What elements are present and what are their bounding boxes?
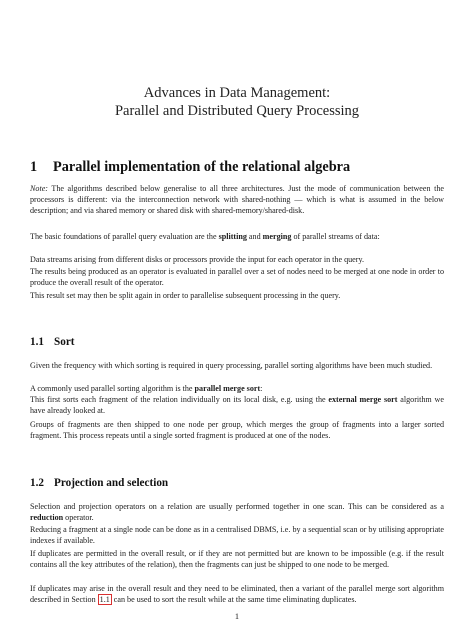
section-1-1-paragraph-2 [30,383,444,394]
section-1-paragraph-3: The results being produced as an operator is evaluated in parallel over a set of nodes need to be merged at one node in order to produce the overall result of the operator. [30,267,444,288]
section-1-paragraph-2: Data streams arising from different disks or processors provide the input for each operator in the query. [30,255,364,264]
bold-term-splitting: splitting [218,232,247,241]
section-1-paragraph-1 [30,231,444,242]
bold-term-external-merge-sort: external merge sort [328,395,398,404]
section-1-2-paragraph-4 [30,583,444,605]
section-1-1-paragraph-4: Groups of fragments are then shipped to one node per group, which merges the group of fragments into a larger sorted fragment. This process repeats until a single sorted fragment is produced at one of the nodes. [30,420,444,441]
note-paragraph [30,183,444,217]
text-run: and [246,232,263,241]
section-1-1-paragraph-1: Given the frequency with which sorting is required in query processing, parallel sorting algorithms have been much studied. [30,361,433,370]
section-1-2-title: Projection and selection [54,477,169,489]
text-run: The basic foundations of parallel query evaluation are the [30,232,219,241]
section-1-heading [30,159,350,176]
text-run: If duplicates may arise in the overall result and they need to be eliminated, then a variant of the parallel merge sort algorithm described in Section [30,584,444,605]
text-run: algorithm we have already looked at. [30,395,444,416]
note-text: The algorithms described below generalise to all three architectures. Just the mode of communication between the processors is different: via the interconnection network with shared-nothing — which is what is assumed in the below description; and via shared memory or shared disk with shared-memory/shared-disk. [30,184,444,216]
bold-term-parallel-merge-sort: parallel merge sort [194,384,261,393]
text-run: A commonly used parallel sorting algorithm is the [30,384,195,393]
text-run: of parallel streams of data: [291,232,380,241]
text-run: This first sorts each fragment of the relation individually on its local disk, e.g. using the [30,395,329,404]
bold-term-merging: merging [262,232,292,241]
text-run: operator. [63,513,94,523]
section-1-2-paragraph-3: If duplicates are permitted in the overall result, or if they are not permitted but are known to be impossible (e.g. if the result contains all the key attributes of the relation), then the fragments can just be shipped to one node to be merged. [30,549,444,570]
section-1-1-heading [30,336,75,348]
section-1-2-number: 1.2 [30,477,44,489]
bold-term-reduction: reduction [30,513,64,523]
section-reference-link[interactable]: 1.1 [99,595,110,605]
text-run: can be used to sort the result while at the same time eliminating duplicates. [111,595,357,605]
document-title-line-1: Advances in Data Management: [143,85,331,101]
text-run: Selection and projection operators on a relation are usually performed together in one scan. This can be considered as a [30,502,444,511]
section-1-1-number: 1.1 [30,336,44,348]
section-1-1-paragraph-3 [30,394,444,416]
section-1-2-paragraph-1 [30,501,444,523]
note-label: Note: [30,184,48,193]
section-1-1-title: Sort [54,336,75,348]
text-run: : [260,384,263,393]
page-number: 1 [234,612,240,621]
section-1-2-heading [30,477,168,489]
section-1-title: Parallel implementation of the relational algebra [53,159,351,175]
section-1-number: 1 [30,159,38,175]
document-title-line-2: Parallel and Distributed Query Processing [114,103,360,119]
section-1-2-paragraph-2: Reducing a fragment at a single node can be done as in a centralised DBMS, i.e. by a sequential scan or by utilising appropriate indexes if available. [30,525,444,546]
section-1-paragraph-4: This result set may then be split again in order to parallelise subsequent processing in the query. [30,291,341,300]
